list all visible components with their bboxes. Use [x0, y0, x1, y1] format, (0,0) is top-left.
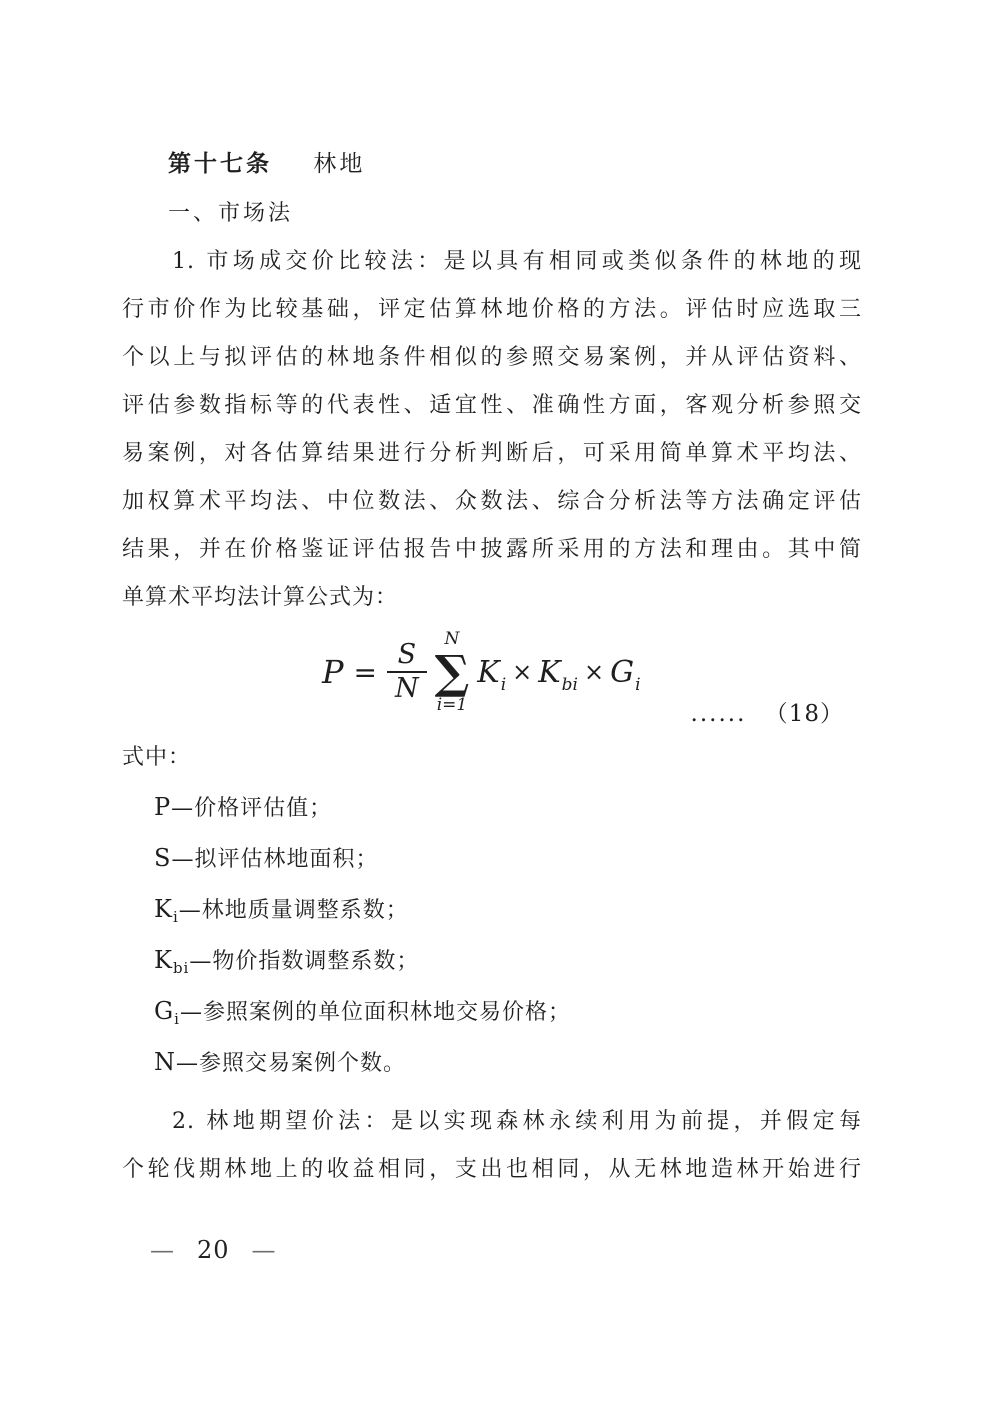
term-base: K [538, 654, 561, 690]
paragraph-line: 结果，并在价格鉴证评估报告中披露所采用的方法和理由。其中简 [122, 537, 862, 562]
definition-line [122, 1037, 862, 1088]
term-base: G [610, 654, 635, 690]
definition-symbol: N [154, 1048, 176, 1076]
paragraph-line: 单算术平均法计算公式为： [122, 585, 399, 610]
fraction-numerator: S [397, 639, 417, 670]
formula-term [477, 654, 507, 695]
paragraph-line: 个轮伐期林地上的收益相同，支出也相同，从无林地造林开始进行 [122, 1157, 862, 1182]
sum-upper-limit: N [444, 629, 460, 649]
footer-page-number: 20 [197, 1236, 230, 1264]
definition-subscript: bi [172, 959, 190, 977]
formula-equation [322, 630, 641, 714]
definition-subscript: i [174, 1010, 180, 1028]
fraction-denominator: N [395, 673, 419, 704]
definition-line [122, 833, 862, 884]
label-dots: ...... [690, 701, 747, 727]
definition-line [122, 986, 862, 1037]
footer-dash-left: — [150, 1236, 175, 1264]
paragraph-line: 2. 林地期望价法：是以实现森林永续利用为前提，并假定每 [172, 1109, 862, 1134]
paragraph-line: 行市价作为比较基础，评定估算林地价格的方法。评估时应选取三 [122, 297, 862, 322]
definition-line [122, 782, 862, 833]
term-subscript: i [500, 674, 507, 695]
definition-subscript: i [172, 908, 179, 926]
definition-text: —参照案例的单位面积林地交易价格； [179, 1000, 571, 1025]
paragraph-line: 加权算术平均法、中位数法、众数法、综合分析法等方法确定评估 [122, 489, 862, 514]
definition-symbol: K [154, 895, 173, 923]
paragraph-line: 个以上与拟评估的林地条件相似的参照交易案例，并从评估资料、 [122, 345, 862, 370]
where-label: 式中： [122, 745, 192, 770]
definition-line [122, 884, 862, 935]
formula-lhs: P [322, 653, 344, 691]
definition-text: —物价指数调整系数； [189, 949, 420, 974]
definition-symbol: K [154, 946, 173, 974]
formula-term [610, 654, 641, 695]
definition-text: —参照交易案例个数。 [176, 1051, 407, 1076]
paragraph-2 [122, 1098, 862, 1194]
times-sign: × [583, 658, 605, 686]
term-subscript: bi [561, 674, 578, 695]
document-content [122, 138, 862, 1194]
times-sign: × [512, 658, 533, 686]
formula-term [538, 654, 578, 695]
sigma-symbol: ∑ [434, 645, 470, 699]
definition-text: —价格评估值； [171, 796, 333, 821]
definition-symbol: S [154, 844, 172, 872]
fraction [387, 639, 427, 705]
footer-dash-right: — [251, 1236, 277, 1264]
summation [435, 630, 470, 714]
article-title: 林地 [313, 151, 366, 177]
definitions-list [122, 782, 862, 1088]
formula-number-label [691, 695, 844, 728]
definition-line [122, 935, 862, 986]
page-footer [150, 1236, 277, 1264]
label-number: （18） [764, 701, 844, 727]
paragraph-line: 评估参数指标等的代表性、适宜性、准确性方面，客观分析参照交 [122, 393, 862, 418]
term-subscript: i [635, 674, 641, 695]
paragraph-line: 1. 市场成交价比较法：是以具有相同或类似条件的林地的现 [172, 249, 862, 274]
term-base: K [477, 654, 500, 690]
definition-symbol: P [154, 793, 172, 821]
formula-block [122, 622, 862, 734]
definition-text: —拟评估林地面积； [171, 847, 379, 872]
paragraph-line: 易案例，对各估算结果进行分析判断后，可采用简单算术平均法、 [122, 441, 862, 466]
section-label: 一、市场法 [168, 201, 294, 226]
sum-lower-limit: i=1 [436, 695, 468, 715]
article-number: 第十七条 [168, 150, 272, 177]
equals-sign: = [353, 655, 377, 689]
paragraph-1 [122, 238, 862, 622]
definition-symbol: G [154, 997, 175, 1025]
definition-text: —林地质量调整系数； [178, 898, 409, 923]
article-heading [122, 138, 862, 190]
